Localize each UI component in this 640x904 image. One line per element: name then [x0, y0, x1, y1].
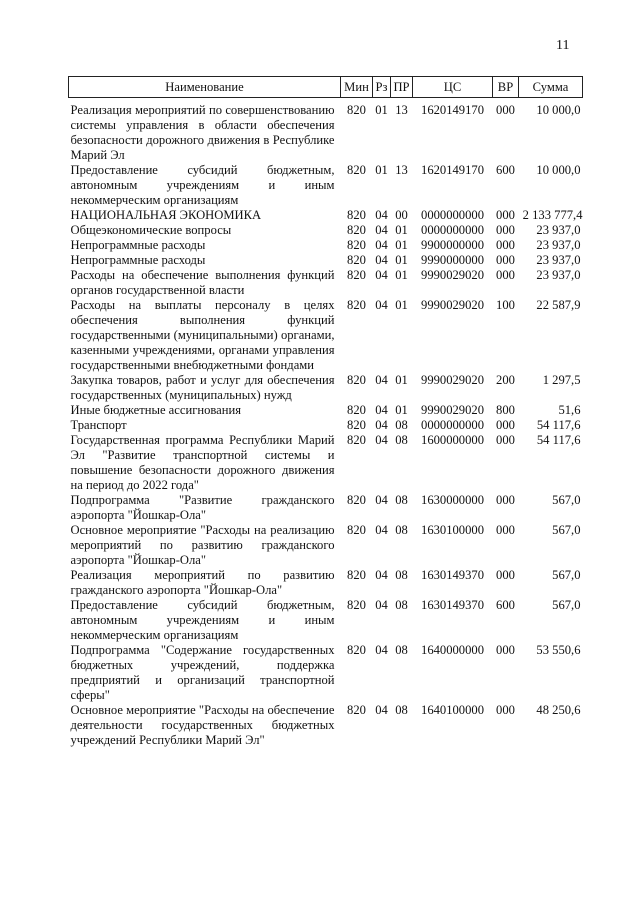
cell-pr: 08: [395, 598, 408, 612]
cell-name: Закупка товаров, работ и услуг для обеспечения государственных (муниципальных) нужд: [70, 373, 335, 402]
cell-cs: 0000000000: [421, 418, 484, 432]
cell-name: Расходы на выплаты персоналу в целях обеспечения выполнения функций государственными (муниципальными) органами, казенными учреждениями, органами управления государственными внебюджетными фондами: [70, 298, 335, 372]
cell-sum: 23 937,0: [536, 223, 581, 237]
cell-sum: 23 937,0: [536, 268, 581, 282]
cell-vr: 000: [496, 703, 515, 717]
cell-sum: 22 587,9: [536, 298, 581, 312]
cell-vr: 000: [496, 418, 515, 432]
table-header: [69, 77, 583, 98]
cell-name: Транспорт: [70, 418, 127, 432]
cell-name: Общеэкономические вопросы: [70, 223, 232, 237]
cell-sum: 567,0: [552, 568, 581, 582]
column-header-name: Наименование: [69, 77, 341, 98]
cell-name: Иные бюджетные ассигнования: [70, 403, 242, 417]
cell-pr: 13: [395, 163, 408, 177]
table-row: [69, 433, 583, 493]
cell-vr: 000: [496, 523, 515, 537]
cell-cs: 0000000000: [421, 223, 484, 237]
cell-rz: 04: [375, 433, 388, 447]
cell-pr: 01: [395, 223, 408, 237]
cell-rz: 04: [375, 703, 388, 717]
cell-cs: 1620149170: [421, 103, 484, 117]
cell-name: Подпрограмма "Развитие гражданского аэропорта "Йошкар-Ола": [70, 493, 335, 522]
column-header-cs: ЦС: [413, 77, 493, 98]
cell-cs: 9990000000: [421, 253, 484, 267]
cell-rz: 04: [375, 238, 388, 252]
cell-pr: 01: [395, 298, 408, 312]
table-row: [69, 418, 583, 433]
cell-vr: 000: [496, 568, 515, 582]
cell-rz: 04: [375, 418, 388, 432]
table-body: [69, 98, 583, 749]
table-row: [69, 253, 583, 268]
cell-name: Реализация мероприятий по развитию гражданского аэропорта "Йошкар-Ола": [70, 568, 335, 597]
cell-vr: 000: [496, 103, 515, 117]
table-row: [69, 598, 583, 643]
cell-min: 820: [347, 223, 366, 237]
page-number: 11: [556, 38, 570, 53]
table-row: [69, 523, 583, 568]
cell-pr: 08: [395, 493, 408, 507]
table-row: [69, 373, 583, 403]
cell-sum: 54 117,6: [536, 433, 581, 447]
cell-sum: 23 937,0: [536, 253, 581, 267]
cell-rz: 04: [375, 373, 388, 387]
cell-sum: 10 000,0: [536, 163, 581, 177]
cell-sum: 48 250,6: [536, 703, 581, 717]
cell-name: Непрограммные расходы: [70, 238, 206, 252]
cell-pr: 08: [395, 703, 408, 717]
cell-min: 820: [347, 523, 366, 537]
cell-sum: 2 133 777,4: [522, 208, 583, 222]
cell-pr: 08: [395, 523, 408, 537]
table-row: [69, 223, 583, 238]
table-row: [69, 403, 583, 418]
column-header-min: Мин: [341, 77, 373, 98]
cell-cs: 1630149370: [421, 568, 484, 582]
cell-min: 820: [347, 373, 366, 387]
column-header-sum: Сумма: [519, 77, 583, 98]
cell-cs: 1640000000: [421, 643, 484, 657]
cell-rz: 04: [375, 403, 388, 417]
cell-rz: 04: [375, 208, 388, 222]
cell-pr: 00: [395, 208, 408, 222]
cell-min: 820: [347, 418, 366, 432]
cell-pr: 13: [395, 103, 408, 117]
cell-vr: 000: [496, 208, 515, 222]
table-row: [69, 268, 583, 298]
cell-vr: 000: [496, 223, 515, 237]
cell-name: Предоставление субсидий бюджетным, автономным учреждениям и иным некоммерческим организациям: [70, 598, 335, 642]
cell-min: 820: [347, 703, 366, 717]
cell-rz: 01: [375, 103, 388, 117]
cell-sum: 10 000,0: [536, 103, 581, 117]
cell-cs: 9990029020: [421, 373, 484, 387]
cell-min: 820: [347, 208, 366, 222]
cell-name: НАЦИОНАЛЬНАЯ ЭКОНОМИКА: [70, 208, 262, 222]
cell-name: Реализация мероприятий по совершенствованию системы управления в области обеспечения безопасности дорожного движения в Республике Марий Эл: [70, 103, 335, 162]
cell-min: 820: [347, 493, 366, 507]
cell-min: 820: [347, 103, 366, 117]
cell-name: Основное мероприятие "Расходы на обеспечение деятельности государственных бюджетных учреждений Республики Марий Эл": [70, 703, 335, 747]
column-header-vr: ВР: [493, 77, 519, 98]
cell-sum: 567,0: [552, 493, 581, 507]
cell-cs: 0000000000: [421, 208, 484, 222]
cell-cs: 9900000000: [421, 238, 484, 252]
cell-sum: 51,6: [558, 403, 581, 417]
cell-vr: 600: [496, 598, 515, 612]
cell-sum: 567,0: [552, 598, 581, 612]
cell-name: Предоставление субсидий бюджетным, автономным учреждениям и иным некоммерческим организациям: [70, 163, 335, 207]
cell-min: 820: [347, 268, 366, 282]
cell-rz: 04: [375, 298, 388, 312]
table-row: [69, 298, 583, 373]
cell-vr: 200: [496, 373, 515, 387]
column-header-pr: ПР: [391, 77, 413, 98]
cell-rz: 04: [375, 223, 388, 237]
cell-min: 820: [347, 433, 366, 447]
table-row: [69, 703, 583, 748]
cell-pr: 08: [395, 643, 408, 657]
cell-min: 820: [347, 568, 366, 582]
cell-cs: 1630149370: [421, 598, 484, 612]
cell-min: 820: [347, 163, 366, 177]
cell-cs: 1630000000: [421, 493, 484, 507]
cell-cs: 9990029020: [421, 403, 484, 417]
cell-min: 820: [347, 253, 366, 267]
cell-vr: 000: [496, 433, 515, 447]
cell-cs: 9990029020: [421, 268, 484, 282]
cell-min: 820: [347, 403, 366, 417]
cell-pr: 01: [395, 238, 408, 252]
cell-vr: 000: [496, 493, 515, 507]
cell-cs: 1640100000: [421, 703, 484, 717]
cell-min: 820: [347, 643, 366, 657]
cell-sum: 54 117,6: [536, 418, 581, 432]
cell-name: Основное мероприятие "Расходы на реализацию мероприятий по развитию гражданского аэропорта "Йошкар-Ола": [70, 523, 335, 567]
cell-sum: 23 937,0: [536, 238, 581, 252]
cell-cs: 9990029020: [421, 298, 484, 312]
table-row: [69, 208, 583, 223]
cell-name: Государственная программа Республики Марий Эл "Развитие транспортной системы и повышение безопасности дорожного движения на период до 2022 года": [70, 433, 335, 492]
cell-sum: 567,0: [552, 523, 581, 537]
table-row: [69, 643, 583, 703]
cell-pr: 01: [395, 403, 408, 417]
budget-table: [68, 76, 583, 748]
cell-pr: 01: [395, 253, 408, 267]
cell-min: 820: [347, 238, 366, 252]
cell-vr: 000: [496, 238, 515, 252]
cell-vr: 000: [496, 643, 515, 657]
cell-min: 820: [347, 298, 366, 312]
cell-rz: 04: [375, 253, 388, 267]
cell-cs: 1630100000: [421, 523, 484, 537]
cell-pr: 01: [395, 268, 408, 282]
cell-sum: 53 550,6: [536, 643, 581, 657]
cell-rz: 04: [375, 568, 388, 582]
cell-min: 820: [347, 598, 366, 612]
cell-sum: 1 297,5: [542, 373, 581, 387]
cell-rz: 01: [375, 163, 388, 177]
cell-vr: 100: [496, 298, 515, 312]
cell-pr: 08: [395, 418, 408, 432]
cell-pr: 08: [395, 433, 408, 447]
cell-vr: 800: [496, 403, 515, 417]
cell-cs: 1620149170: [421, 163, 484, 177]
cell-vr: 600: [496, 163, 515, 177]
cell-rz: 04: [375, 493, 388, 507]
cell-rz: 04: [375, 598, 388, 612]
cell-rz: 04: [375, 268, 388, 282]
table-row: [69, 493, 583, 523]
cell-rz: 04: [375, 643, 388, 657]
table-row: [69, 238, 583, 253]
cell-name: Непрограммные расходы: [70, 253, 206, 267]
cell-rz: 04: [375, 523, 388, 537]
cell-name: Подпрограмма "Содержание государственных бюджетных учреждений, поддержка предприятий и организаций транспортной сферы": [70, 643, 335, 702]
cell-cs: 1600000000: [421, 433, 484, 447]
column-header-rz: Рз: [373, 77, 391, 98]
table-row: [69, 163, 583, 208]
table-row: [69, 568, 583, 598]
cell-vr: 000: [496, 253, 515, 267]
cell-pr: 01: [395, 373, 408, 387]
cell-name: Расходы на обеспечение выполнения функций органов государственной власти: [70, 268, 335, 297]
cell-pr: 08: [395, 568, 408, 582]
cell-vr: 000: [496, 268, 515, 282]
table-row: [69, 98, 583, 164]
